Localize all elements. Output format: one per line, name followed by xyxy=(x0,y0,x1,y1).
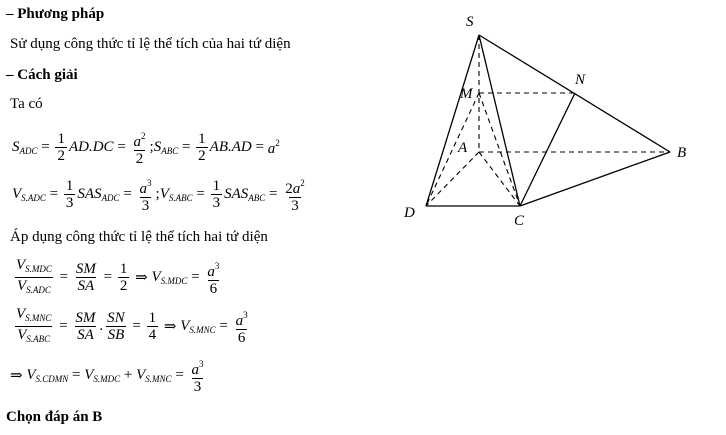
method-text: Sử dụng công thức tỉ lệ thể tích của hai tứ diện xyxy=(10,36,291,52)
intro-text: Ta có xyxy=(10,96,43,112)
label-M: M xyxy=(460,86,473,102)
formula-volumes: $V_{S.ADC}$ = $\frac{1}{3}$ $SAS_{ADC}$ = $\frac{a^3}{3}$ ; $V_{S.ABC}$ = $\frac{1}{3}$ $SAS_{ABC}$ = $\frac{2a^2}{3}$ xyxy=(12,178,305,214)
label-N: N xyxy=(575,72,586,88)
label-A: A xyxy=(458,140,468,156)
heading-solution: – Cách giải xyxy=(6,67,78,83)
apply-text: Áp dụng công thức tỉ lệ thể tích hai tứ diện xyxy=(10,229,268,245)
formula-ratio-mdc: $\frac{V_{S.MDC}}{V_{S.ADC}}$ = $\frac{SM}{SA}$ = $\frac{1}{2}$ ⇒ $V_{S.MDC}$ = $\frac{a^3}{6}$ xyxy=(16,257,220,297)
label-C: C xyxy=(514,213,525,229)
edge-MD xyxy=(426,93,479,206)
label-S: S xyxy=(466,14,474,30)
pyramid-figure xyxy=(380,0,726,240)
label-B: B xyxy=(677,145,687,161)
formula-ratio-mnc: $\frac{V_{S.MNC}}{V_{S.ABC}}$ = $\frac{SM}{SA}$ . $\frac{SN}{SB}$ = $\frac{1}{4}$ ⇒ $V_{S.MNC}$ = $\frac{a^3}{6}$ xyxy=(16,306,248,346)
edge-MC xyxy=(479,93,520,206)
heading-method: – Phương pháp xyxy=(6,6,105,22)
edge-SD xyxy=(426,35,479,206)
label-D: D xyxy=(404,205,415,221)
formula-total: ⇒ $V_{S.CDMN}$ = $V_{S.MDC}$ + $V_{S.MNC}$ = $\frac{a^3}{3}$ xyxy=(10,359,204,395)
formula-areas: $S_{ADC}$ = $\frac{1}{2}$ AD.DC = $\frac{a^2}{2}$ ; $S_{ABC}$ = $\frac{1}{2}$ AB.AD = $a^2$ xyxy=(12,131,280,167)
edge-SC xyxy=(479,35,520,206)
answer-text: Chọn đáp án B xyxy=(6,409,103,425)
